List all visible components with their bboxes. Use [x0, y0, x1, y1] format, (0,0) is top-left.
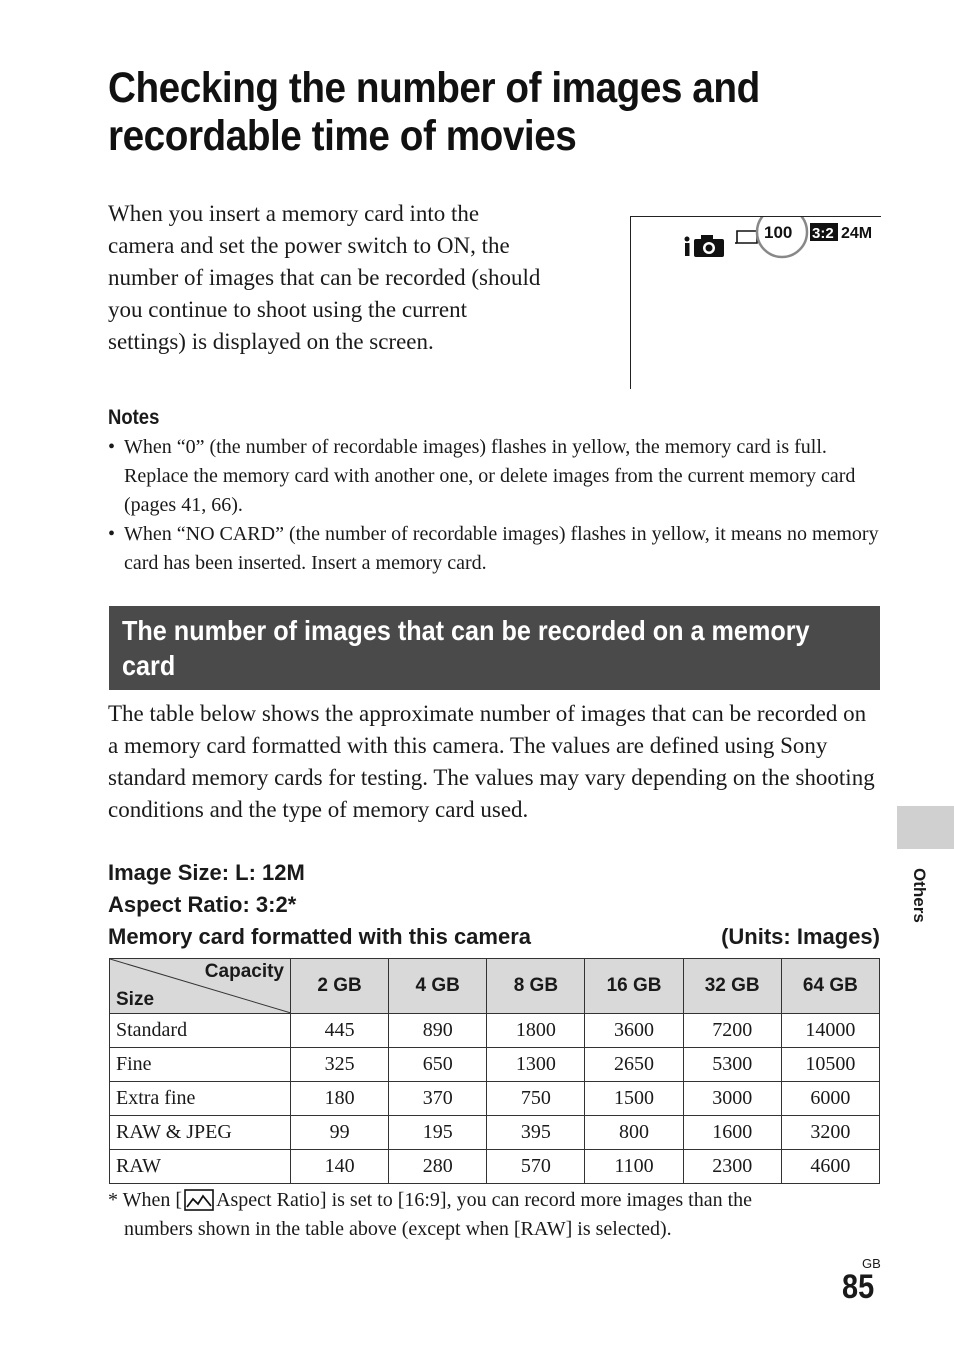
table-cell: 180	[291, 1082, 389, 1116]
lcd-screen-illustration	[630, 216, 881, 389]
corner-capacity-label: Capacity	[204, 961, 284, 982]
row-label: RAW	[110, 1150, 291, 1184]
aspect-ratio-icon	[184, 1189, 214, 1211]
card-format-label: Memory card formatted with this camera	[108, 924, 532, 949]
table-cell: 4600	[781, 1150, 879, 1184]
row-label: Fine	[110, 1048, 291, 1082]
table-cell: 1600	[683, 1116, 781, 1150]
footnote-line-1: Aspect Ratio] is set to [16:9], you can record more images than the	[216, 1189, 753, 1211]
intro-paragraph: When you insert a memory card into the camera and set the power switch to ON, the number of images that can be recorded (should you continue to shoot using the current settings) is displayed on the screen.	[108, 201, 541, 354]
table-cell: 2300	[683, 1150, 781, 1184]
table-cell: 890	[389, 1014, 487, 1048]
units-label: (Units: Images)	[721, 924, 880, 949]
notes-list	[108, 433, 888, 578]
column-header: 64 GB	[781, 959, 879, 1014]
corner-size-label: Size	[116, 989, 155, 1010]
column-header: 32 GB	[683, 959, 781, 1014]
note-item: • When “0” (the number of recordable images) flashes in yellow, the memory card is full. Replace the memory card with another one, or delete images from the current memory card (pages 41, 66).	[108, 433, 888, 520]
table-cell: 445	[291, 1014, 389, 1048]
page-title	[108, 64, 819, 160]
table-cell: 99	[291, 1116, 389, 1150]
table-cell: 7200	[683, 1014, 781, 1048]
aspect-ratio-badge: 3:2	[812, 225, 834, 242]
side-tab-label: Others	[910, 868, 929, 923]
table-cell: 750	[487, 1082, 585, 1116]
table-row	[110, 1082, 880, 1116]
table-footnote	[108, 1186, 888, 1244]
table-cell: 2650	[585, 1048, 683, 1082]
table-cell: 280	[389, 1150, 487, 1184]
table-row	[110, 1048, 880, 1082]
intelligent-auto-camera-icon	[685, 235, 725, 257]
lcd-status-bar	[631, 217, 881, 277]
table-row	[110, 1116, 880, 1150]
row-label: Standard	[110, 1014, 291, 1048]
table-cell: 1100	[585, 1150, 683, 1184]
table-cell: 1300	[487, 1048, 585, 1082]
table-cell: 650	[389, 1048, 487, 1082]
row-label: Extra fine	[110, 1082, 291, 1116]
table-cell: 195	[389, 1116, 487, 1150]
image-size-spec: Image Size: L: 12M	[108, 860, 305, 885]
table-cell: 370	[389, 1082, 487, 1116]
footnote-line-2: numbers shown in the table above (except when [RAW] is selected).	[124, 1218, 672, 1240]
table-cell: 325	[291, 1048, 389, 1082]
table-cell: 14000	[781, 1014, 879, 1048]
card-format-spec	[108, 922, 880, 952]
notes-heading: Notes	[108, 406, 160, 429]
section-heading-banner	[109, 606, 880, 690]
title-line-1: Checking the number of images and	[108, 64, 760, 112]
table-cell: 1800	[487, 1014, 585, 1048]
memory-card-icon	[735, 231, 757, 243]
table-cell: 800	[585, 1116, 683, 1150]
table-cell: 3000	[683, 1082, 781, 1116]
table-cell: 3200	[781, 1116, 879, 1150]
section-body: The table below shows the approximate number of images that can be recorded on a memory card formatted with this camera. The values are defined using Sony standard memory cards for testing. The values may vary depending on the shooting conditions and the type of memory card used.	[108, 701, 875, 822]
column-header: 4 GB	[389, 959, 487, 1014]
table-cell: 6000	[781, 1082, 879, 1116]
note-item: • When “NO CARD” (the number of recordable images) flashes in yellow, it means no memory card has been inserted. Insert a memory card.	[108, 520, 888, 578]
aspect-ratio-spec: Aspect Ratio: 3:2*	[108, 892, 297, 917]
table-cell: 3600	[585, 1014, 683, 1048]
table-header-row	[110, 959, 880, 1014]
table-cell: 1500	[585, 1082, 683, 1116]
side-tab-marker	[897, 806, 954, 849]
column-header: 2 GB	[291, 959, 389, 1014]
row-label: RAW & JPEG	[110, 1116, 291, 1150]
table-cell: 570	[487, 1150, 585, 1184]
table-row	[110, 1150, 880, 1184]
region-code: GB	[862, 1256, 881, 1271]
title-line-2: recordable time of movies	[108, 112, 577, 160]
table-row	[110, 1014, 880, 1048]
table-cell: 10500	[781, 1048, 879, 1082]
table-cell: 140	[291, 1150, 389, 1184]
table-cell: 395	[487, 1116, 585, 1150]
column-header: 16 GB	[585, 959, 683, 1014]
image-size-readout: 24M	[841, 225, 873, 242]
table-cell: 5300	[683, 1048, 781, 1082]
page-number: 85	[842, 1268, 875, 1306]
section-heading: The number of images that can be recorded on a memory card	[122, 615, 810, 681]
capacity-table	[109, 958, 880, 1184]
table-corner-cell	[110, 959, 291, 1014]
column-header: 8 GB	[487, 959, 585, 1014]
image-count-readout: 100	[764, 223, 793, 242]
footnote-prefix: * When [	[108, 1189, 183, 1211]
